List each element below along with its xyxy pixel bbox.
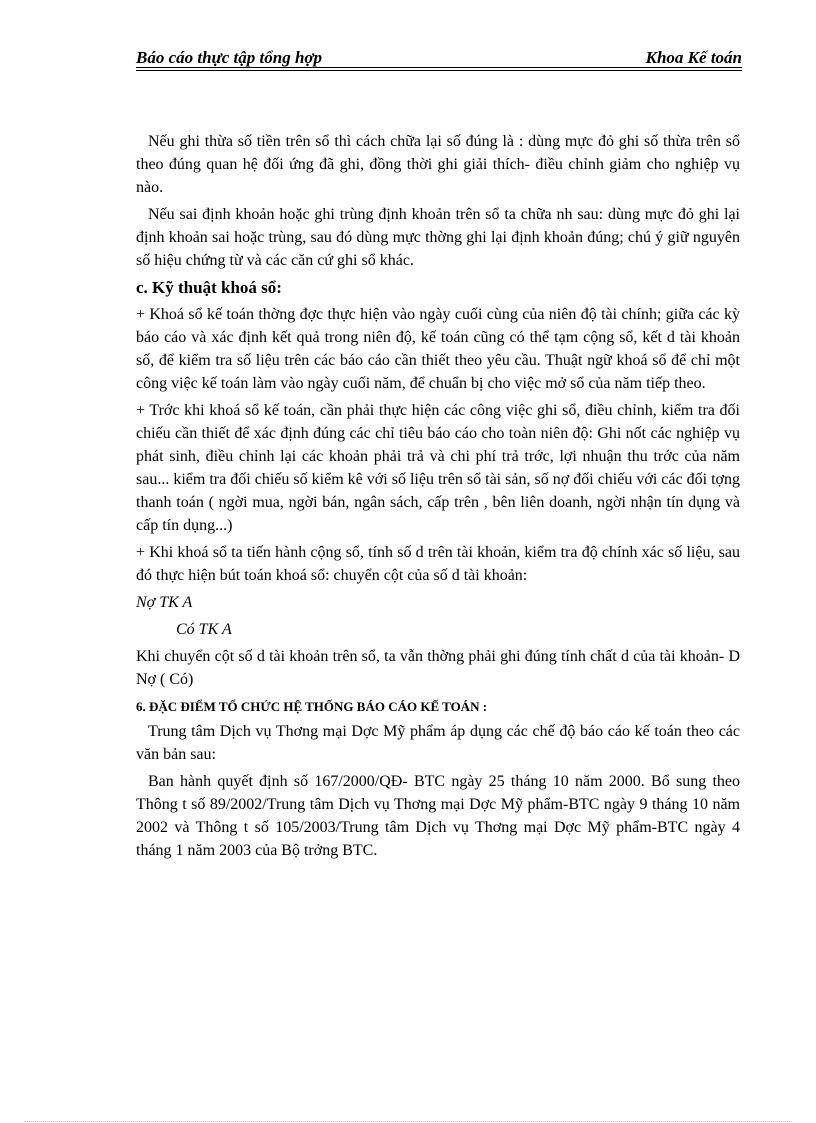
paragraph-correction-wrong-entry: Nếu sai định khoản hoặc ghi trùng định khoản trên sổ ta chữa nh sau: dùng mực đỏ ghi lại định khoản sai hoặc trùng, sau đó dùng mực thờng ghi lại định khoản đúng; chú ý giữ nguyên số hiệu chứng từ và các căn cứ ghi sổ khác. (136, 206, 740, 269)
credit-entry: Có TK A (176, 621, 232, 638)
paragraph-correction-excess: Nếu ghi thừa số tiền trên sổ thì cách chữa lại số đúng là : dùng mực đỏ ghi số thừa trên sổ theo đúng quan hệ đối ứng đã ghi, đồng thời ghi giải thích- điều chỉnh giảm cho nghiệp vụ nào. (136, 133, 740, 196)
paragraph-closing-timing: + Khoá sổ kế toán thờng đợc thực hiện vào ngày cuối cùng của niên độ tài chính; giữa các kỳ báo cáo và xác định kết quả trong niên độ, kế toán cũng có thể tạm cộng sổ, kết d tài khoản số, để kiểm tra số liệu trên các báo cáo cần thiết theo yêu cầu. Thuật ngữ khoá sổ để chỉ một công việc kế toán làm vào ngày cuối năm, để chuẩn bị cho việc mở sổ của năm tiếp theo. (136, 306, 740, 392)
paragraph-regulations: Ban hành quyết định số 167/2000/QĐ- BTC ngày 25 tháng 10 năm 2000. Bổ sung theo Thông t số 89/2002/Trung tâm Dịch vụ Thơng mại Dợc Mỹ phẩm-BTC ngày 9 tháng 10 năm 2002 và Thông t số 105/2003/Trung tâm Dịch vụ Thơng mại Dợc Mỹ phẩm-BTC ngày 4 tháng 1 năm 2003 của Bộ trởng BTC. (136, 773, 740, 859)
page-header (136, 48, 742, 68)
header-rule-double (136, 70, 742, 71)
paragraph-balance-transfer: Khi chuyển cột số d tài khoản trên sổ, ta vẫn thờng phải ghi đúng tính chất d của tài khoản- D Nợ ( Có) (136, 648, 740, 688)
section-heading-closing-technique: c. Kỹ thuật khoá sổ: (136, 278, 282, 297)
paragraph-reporting-regime: Trung tâm Dịch vụ Thơng mại Dợc Mỹ phẩm áp dụng các chế độ báo cáo kế toán theo các văn bản sau: (136, 723, 740, 763)
paragraph-before-closing: + Trớc khi khoá sổ kế toán, cần phải thực hiện các công việc ghi sổ, điều chỉnh, kiểm tra đối chiếu cần thiết để xác định đúng các chỉ tiêu báo cáo cho toàn niên độ: Ghi nốt các nghiệp vụ phát sinh, điều chỉnh lại các khoản phải trả và chi phí trả trớc, lợi nhuận thu trớc của năm sau... kiểm tra đối chiếu số kiểm kê với số liệu trên sổ tài sản, số nợ đối chiếu với các đối tợng thanh toán ( ngời mua, ngời bán, ngân sách, cấp trên , bên liên doanh, ngời nhận tín dụng và cấp tín dụng...) (136, 402, 740, 534)
document-body (136, 130, 740, 866)
page-bottom-divider (24, 1121, 792, 1122)
paragraph-closing-procedure: + Khi khoá sổ ta tiến hành cộng sổ, tính số d trên tài khoản, kiểm tra độ chính xác số liệu, sau đó thực hiện bút toán khoá sổ: chuyển cột của số d tài khoản: (136, 544, 740, 584)
header-title: Báo cáo thực tập tổng hợp (136, 48, 323, 67)
section-heading-reporting-system: 6. ĐẶC ĐIỂM TỔ CHỨC HỆ THỐNG BÁO CÁO KẾ TOÁN : (136, 699, 488, 714)
header-rule (136, 67, 742, 68)
debit-entry: Nợ TK A (136, 594, 193, 611)
header-department: Khoa Kế toán (645, 48, 742, 67)
